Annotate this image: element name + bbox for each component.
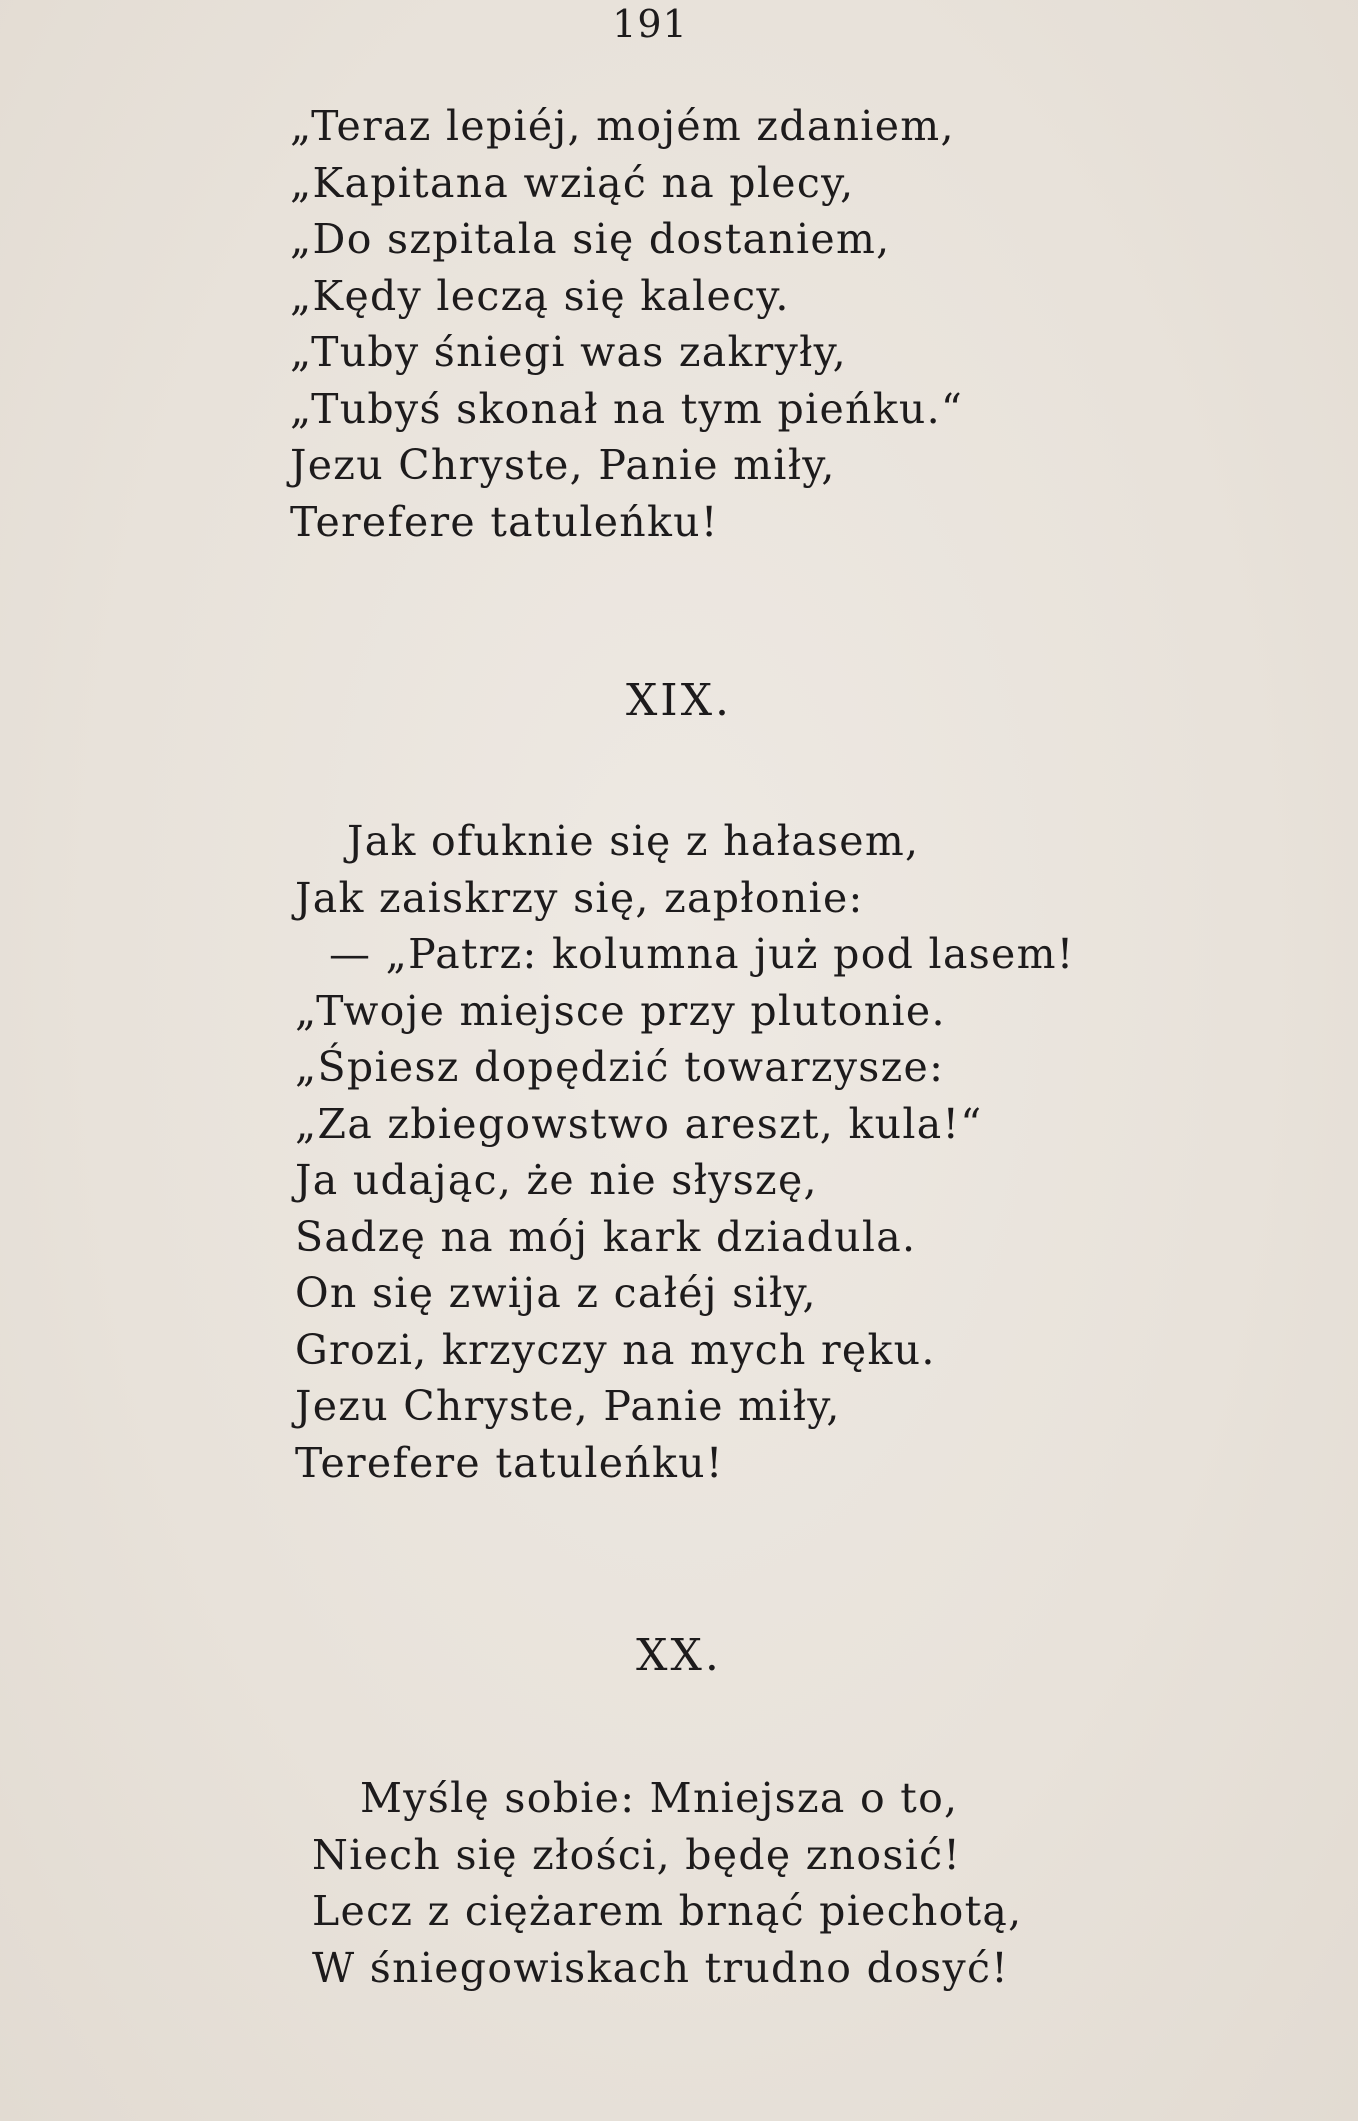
verse-line: — „Patrz: kolumna już pod lasem! — [329, 930, 1075, 978]
verse-line: „Tubyś skonał na tym pieńku.“ — [290, 384, 964, 433]
stanza-xx — [312, 1770, 1023, 1996]
verse-line: „Do szpitala się dostaniem, — [290, 215, 891, 263]
verse-line: Sadzę na mój kark dziadula. — [295, 1212, 917, 1261]
stanza-xix — [295, 813, 1075, 1491]
verse-line: On się zwija z całéj siły, — [295, 1269, 817, 1317]
verse-line: „Tuby śniegi was zakryły, — [290, 328, 847, 376]
page-number: 191 — [612, 2, 688, 46]
stanza-continued — [290, 98, 963, 550]
stanza-numeral: XIX. — [625, 675, 732, 726]
verse-line: Terefere tatuleńku! — [295, 1438, 724, 1487]
verse-line: Jak ofuknie się z hałasem, — [347, 817, 920, 865]
verse-line: Myślę sobie: Mniejsza o to, — [360, 1774, 959, 1822]
verse-line: „Teraz lepiéj, mojém zdaniem, — [290, 102, 955, 150]
verse-line: Lecz z ciężarem brnąć piechotą, — [312, 1887, 1023, 1935]
verse-line: Grozi, krzyczy na mych ręku. — [295, 1325, 936, 1374]
verse-line: W śniegowiskach trudno dosyć! — [312, 1943, 1009, 1992]
verse-line: „Kędy leczą się kalecy. — [290, 271, 790, 320]
verse-line: „Za zbiegowstwo areszt, kula!“ — [295, 1099, 983, 1148]
verse-line: „Śpiesz dopędzić towarzysze: — [295, 1043, 945, 1091]
verse-line: Jezu Chryste, Panie miły, — [290, 441, 836, 489]
stanza-numeral: XX. — [636, 1630, 722, 1681]
verse-line: „Kapitana wziąć na plecy, — [290, 158, 855, 207]
verse-line: Niech się złości, będę znosić! — [312, 1830, 962, 1879]
verse-line: Terefere tatuleńku! — [290, 497, 719, 546]
verse-line: Ja udając, że nie słyszę, — [295, 1156, 818, 1204]
verse-line: Jezu Chryste, Panie miły, — [295, 1382, 841, 1430]
verse-line: Jak zaiskrzy się, zapłonie: — [295, 873, 864, 922]
verse-line: „Twoje miejsce przy plutonie. — [295, 986, 946, 1035]
